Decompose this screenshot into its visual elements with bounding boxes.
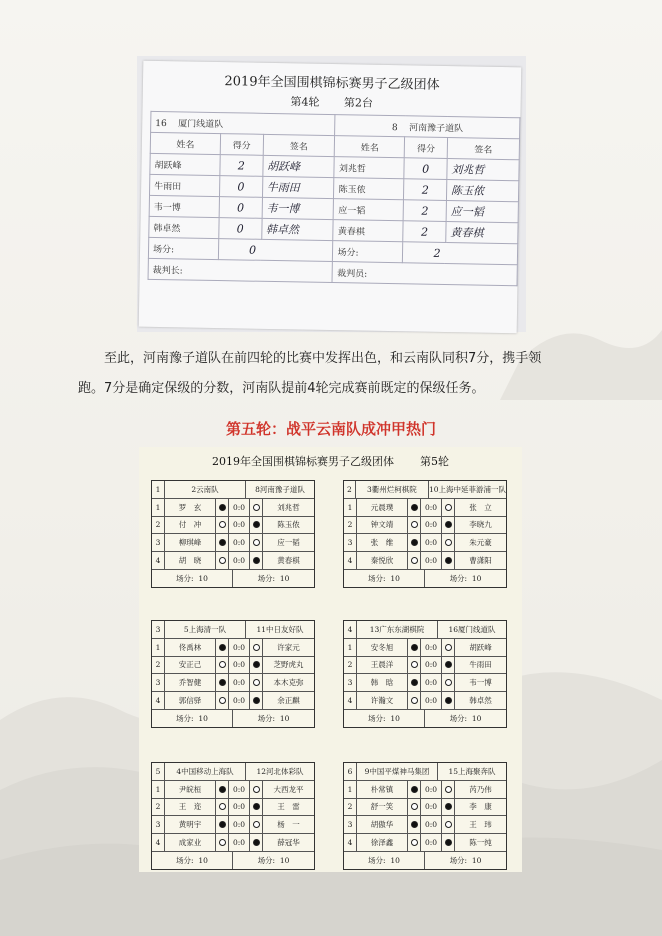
player-1-name: 徐泽鑫: [357, 834, 408, 851]
match-row: [344, 692, 506, 710]
table-number: 3: [152, 674, 165, 691]
left-player-signature: 韩卓然: [261, 218, 333, 240]
team-2-field-points: [233, 570, 314, 587]
match-score: 0:0: [228, 834, 250, 851]
player-1-name: 韩 晗: [357, 674, 408, 691]
sheet-subtitle: [143, 91, 521, 114]
match-board: [151, 620, 315, 728]
sheet-round: 第4轮: [290, 95, 320, 109]
player-2-name: 大西龙平: [262, 781, 314, 798]
player-1-name: 尹皖桓: [165, 781, 216, 798]
match-row: [344, 639, 506, 657]
black-stone-icon: [411, 539, 418, 546]
team-1-name: 2云南队: [165, 481, 246, 498]
match-score: 0:0: [420, 552, 442, 569]
table-number: 1: [152, 499, 165, 516]
table-number: 4: [152, 692, 165, 709]
white-stone-icon: [219, 697, 226, 704]
board-header-row: [152, 621, 314, 639]
white-stone-icon: [411, 557, 418, 564]
right-player-score: 2: [403, 221, 446, 243]
field-points-row: [344, 710, 506, 727]
field-value: 10: [471, 573, 482, 583]
team-1-name: 4中国移动上海队: [165, 763, 246, 780]
match-row: [344, 552, 506, 570]
sheet-table: [148, 111, 521, 286]
team-1-name: 9中国平煤神马集团: [357, 763, 438, 780]
table-number: 2: [344, 517, 357, 534]
player-2-name: 刘兆哲: [262, 499, 314, 516]
team-1-name: 5上海清一队: [165, 621, 246, 638]
match-score: 0:0: [420, 834, 442, 851]
col-name-left: 姓名: [150, 132, 220, 154]
board-header-row: [152, 763, 314, 781]
match-board: [343, 762, 507, 870]
match-score: 0:0: [228, 517, 250, 534]
match-row: [152, 499, 314, 517]
match-score: 0:0: [420, 517, 442, 534]
field-value: 10: [390, 855, 400, 865]
player-1-name: 黄明宇: [165, 816, 216, 833]
right-player-score: 0: [404, 158, 447, 180]
player-1-name: 成家业: [165, 834, 216, 851]
player-2-name: 芝野虎丸: [262, 657, 314, 674]
white-stone-icon: [253, 786, 260, 793]
match-score: 0:0: [228, 781, 250, 798]
white-stone-icon: [219, 521, 226, 528]
right-field-label: 场分:: [333, 241, 403, 263]
match-row: [344, 534, 506, 552]
match-row: [152, 657, 314, 675]
right-player-score: 2: [404, 179, 447, 201]
left-player-score: 0: [219, 197, 262, 219]
field-label: 场分:: [176, 855, 194, 865]
match-score: 0:0: [228, 534, 250, 551]
table-number: 1: [344, 499, 357, 516]
board-number: 4: [344, 621, 357, 638]
board-header-row: [152, 481, 314, 499]
player-1-name: 乔智健: [165, 674, 216, 691]
field-value: 10: [279, 855, 290, 865]
board-number: 6: [344, 763, 357, 780]
player-2-name: 许家元: [262, 639, 314, 656]
black-stone-icon: [219, 786, 226, 793]
player-2-name: 胡跃峰: [454, 639, 506, 656]
table-number: 4: [152, 834, 165, 851]
table-number: 3: [344, 534, 357, 551]
match-row: [152, 816, 314, 834]
player-2-name: 应一韬: [262, 534, 314, 551]
match-row: [152, 692, 314, 710]
team-2-field-points: [233, 710, 314, 727]
team-1-field-points: [152, 710, 233, 727]
white-stone-icon: [445, 679, 452, 686]
team-2-name: 10上海中延菲游浦一队: [428, 484, 506, 494]
white-stone-icon: [253, 821, 260, 828]
white-stone-icon: [411, 803, 418, 810]
match-score: 0:0: [420, 534, 442, 551]
match-score: 0:0: [420, 799, 442, 816]
player-1-name: 佟禹林: [165, 639, 216, 656]
white-stone-icon: [253, 504, 260, 511]
board-number: 3: [152, 621, 165, 638]
player-2-name: 李 康: [454, 799, 506, 816]
team-1-name: 13广东东湖棋院: [357, 621, 438, 638]
white-stone-icon: [219, 661, 226, 668]
black-stone-icon: [219, 504, 226, 511]
field-points-row: [152, 710, 314, 727]
player-2-name: 陈玉侬: [262, 517, 314, 534]
player-1-name: 安正己: [165, 657, 216, 674]
match-row: [152, 639, 314, 657]
right-field-value: 2: [403, 242, 518, 265]
player-1-name: 秦悦欣: [357, 552, 408, 569]
table-number: 1: [344, 781, 357, 798]
col-score-left: 得分: [220, 134, 263, 156]
black-stone-icon: [445, 557, 452, 564]
right-player-signature: 刘兆哲: [447, 159, 519, 181]
round5-title: [139, 453, 522, 469]
black-stone-icon: [253, 661, 260, 668]
field-points-row: [344, 570, 506, 587]
match-row: [344, 816, 506, 834]
match-score: 0:0: [420, 692, 442, 709]
player-1-name: 罗 玄: [165, 499, 216, 516]
black-stone-icon: [411, 644, 418, 651]
match-score: 0:0: [420, 781, 442, 798]
match-row: [152, 799, 314, 817]
black-stone-icon: [253, 521, 260, 528]
black-stone-icon: [219, 539, 226, 546]
col-score-right: 得分: [405, 137, 448, 159]
match-row: [344, 517, 506, 535]
match-row: [152, 834, 314, 852]
player-2-name: 余正麒: [262, 692, 314, 709]
table-number: 2: [152, 517, 165, 534]
field-label: 场分:: [176, 573, 194, 583]
match-row: [152, 781, 314, 799]
black-stone-icon: [445, 521, 452, 528]
table-number: 3: [152, 816, 165, 833]
field-value: 10: [390, 573, 400, 583]
left-player-signature: 韦一博: [262, 197, 334, 219]
black-stone-icon: [253, 557, 260, 564]
field-value: 10: [198, 713, 208, 723]
field-value: 10: [198, 855, 208, 865]
match-row: [344, 834, 506, 852]
match-board: [343, 620, 507, 728]
left-player-score: 2: [220, 155, 263, 177]
field-label: 场分:: [449, 573, 468, 583]
player-1-name: 元晨璞: [357, 499, 408, 516]
black-stone-icon: [219, 821, 226, 828]
match-board: [343, 480, 507, 588]
right-team-name: 河南豫子道队: [408, 122, 464, 134]
team-2-field-points: [425, 852, 506, 869]
right-player-signature: 应一韬: [446, 201, 518, 223]
right-player-name: 陈玉侬: [334, 178, 404, 200]
player-2-name: 张 立: [454, 499, 506, 516]
round5-title-text: 2019年全国围棋锦标赛男子乙级团体: [212, 455, 394, 468]
player-1-name: 付 冲: [165, 517, 216, 534]
referee-label: 裁判员:: [332, 262, 517, 286]
black-stone-icon: [219, 679, 226, 686]
player-2-name: 薛冠华: [262, 834, 314, 851]
white-stone-icon: [219, 803, 226, 810]
player-1-name: 王晨洋: [357, 657, 408, 674]
player-2-name: 韩卓然: [454, 692, 506, 709]
right-player-name: 应一韬: [334, 199, 404, 221]
player-1-name: 郭信驿: [165, 692, 216, 709]
white-stone-icon: [445, 504, 452, 511]
table-number: 2: [152, 657, 165, 674]
col-sign-left: 签名: [263, 134, 335, 156]
table-number: 3: [344, 674, 357, 691]
section-heading: 第五轮：战平云南队成冲甲热门: [225, 420, 436, 438]
white-stone-icon: [411, 839, 418, 846]
black-stone-icon: [411, 786, 418, 793]
left-player-score: 0: [219, 176, 262, 198]
score-sheet: [139, 61, 522, 334]
field-value: 10: [471, 713, 482, 723]
white-stone-icon: [445, 821, 452, 828]
sheet-board: 第2台: [343, 96, 373, 110]
table-number: 4: [344, 552, 357, 569]
match-row: [152, 534, 314, 552]
left-field-value: 0: [218, 239, 333, 262]
team-2-field-points: [425, 710, 506, 727]
team-1-field-points: [344, 852, 425, 869]
match-row: [344, 499, 506, 517]
player-2-name: 李晓九: [454, 517, 506, 534]
score-sheet-photo: [137, 56, 526, 332]
field-value: 10: [279, 713, 290, 723]
field-label: 场分:: [368, 573, 386, 583]
match-score: 0:0: [420, 639, 442, 656]
team-2-field-points: [425, 570, 506, 587]
player-1-name: 钟文靖: [357, 517, 408, 534]
col-sign-right: 签名: [447, 138, 519, 160]
black-stone-icon: [411, 821, 418, 828]
field-label: 场分:: [257, 713, 276, 723]
player-2-name: 芮乃伟: [454, 781, 506, 798]
field-points-row: [152, 852, 314, 869]
right-player-name: 黄春棋: [333, 220, 403, 242]
table-number: 3: [344, 816, 357, 833]
right-player-signature: 陈玉侬: [446, 180, 518, 202]
match-score: 0:0: [420, 657, 442, 674]
match-score: 0:0: [420, 816, 442, 833]
field-value: 10: [279, 573, 290, 583]
left-player-signature: 牛雨田: [262, 176, 334, 198]
field-value: 10: [390, 713, 400, 723]
black-stone-icon: [445, 803, 452, 810]
left-player-score: 0: [219, 218, 262, 240]
black-stone-icon: [253, 697, 260, 704]
right-team-num: 8: [391, 122, 398, 133]
col-name-right: 姓名: [335, 136, 405, 158]
team-1-field-points: [344, 570, 425, 587]
match-row: [152, 517, 314, 535]
left-player-name: 牛雨田: [150, 174, 220, 196]
chief-referee-label: 裁判长:: [148, 258, 333, 282]
white-stone-icon: [445, 786, 452, 793]
match-score: 0:0: [228, 674, 250, 691]
match-score: 0:0: [420, 674, 442, 691]
match-row: [344, 781, 506, 799]
player-2-name: 本木克弥: [262, 674, 314, 691]
field-label: 场分:: [368, 713, 386, 723]
field-label: 场分:: [176, 713, 194, 723]
field-label: 场分:: [449, 855, 468, 865]
match-row: [152, 674, 314, 692]
match-row: [152, 552, 314, 570]
player-2-name: 王 玮: [454, 816, 506, 833]
sheet-title: 2019年全国围棋锦标赛男子乙级团体: [224, 74, 440, 93]
player-1-name: 柳琪峰: [165, 534, 216, 551]
black-stone-icon: [445, 697, 452, 704]
black-stone-icon: [219, 644, 226, 651]
field-label: 场分:: [368, 855, 386, 865]
table-number: 1: [152, 639, 165, 656]
field-points-row: [152, 570, 314, 587]
match-score: 0:0: [228, 799, 250, 816]
field-value: 10: [471, 855, 482, 865]
match-board: [151, 762, 315, 870]
field-label: 场分:: [257, 573, 276, 583]
match-row: [344, 657, 506, 675]
black-stone-icon: [445, 839, 452, 846]
match-score: 0:0: [420, 499, 442, 516]
match-score: 0:0: [228, 692, 250, 709]
team-2-name: 16厦门线道队: [448, 624, 496, 634]
table-number: 2: [344, 799, 357, 816]
round5-pairing-chart: [139, 447, 522, 872]
white-stone-icon: [445, 539, 452, 546]
round5-round-label: 第5轮: [420, 455, 449, 468]
table-number: 3: [152, 534, 165, 551]
white-stone-icon: [219, 557, 226, 564]
field-label: 场分:: [257, 855, 276, 865]
match-score: 0:0: [228, 499, 250, 516]
player-2-name: 黄春棋: [262, 552, 314, 569]
player-2-name: 曹潇阳: [454, 552, 506, 569]
left-player-name: 韦一博: [149, 195, 219, 217]
match-row: [344, 674, 506, 692]
player-1-name: 胡傲华: [357, 816, 408, 833]
field-label: 场分:: [449, 713, 468, 723]
team-2-field-points: [233, 852, 314, 869]
white-stone-icon: [253, 679, 260, 686]
field-points-row: [344, 852, 506, 869]
match-score: 0:0: [228, 657, 250, 674]
right-player-signature: 黄春棋: [446, 222, 518, 244]
black-stone-icon: [411, 504, 418, 511]
match-board: [151, 480, 315, 588]
black-stone-icon: [445, 661, 452, 668]
team-2-name: 12河北体彩队: [256, 766, 304, 776]
board-number: 1: [152, 481, 165, 498]
player-1-name: 王 迩: [165, 799, 216, 816]
white-stone-icon: [253, 644, 260, 651]
team-1-name: 3衢州烂柯棋院: [356, 481, 429, 498]
table-number: 1: [152, 781, 165, 798]
player-1-name: 舒一笑: [357, 799, 408, 816]
board-header-row: [344, 481, 506, 499]
player-2-name: 韦一博: [454, 674, 506, 691]
player-2-name: 陈一纯: [454, 834, 506, 851]
field-value: 10: [198, 573, 208, 583]
right-player-name: 刘兆哲: [334, 157, 404, 179]
player-1-name: 安冬旭: [357, 639, 408, 656]
player-1-name: 张 维: [357, 534, 408, 551]
match-score: 0:0: [228, 552, 250, 569]
left-player-name: 韩卓然: [149, 216, 219, 238]
match-score: 0:0: [228, 816, 250, 833]
team-1-field-points: [344, 710, 425, 727]
match-row: [344, 799, 506, 817]
player-2-name: 王 雷: [262, 799, 314, 816]
right-player-score: 2: [404, 200, 447, 222]
board-number: 2: [344, 481, 356, 498]
table-number: 4: [344, 834, 357, 851]
white-stone-icon: [411, 697, 418, 704]
white-stone-icon: [219, 839, 226, 846]
black-stone-icon: [253, 803, 260, 810]
board-header-row: [344, 763, 506, 781]
team-1-field-points: [152, 852, 233, 869]
table-number: 2: [344, 657, 357, 674]
match-score: 0:0: [228, 639, 250, 656]
player-2-name: 朱元豪: [454, 534, 506, 551]
player-2-name: 牛雨田: [454, 657, 506, 674]
table-number: 1: [344, 639, 357, 656]
paragraph-line-1: 至此，河南豫子道队在前四轮的比赛中发挥出色，和云南队同积7分，携手领: [104, 351, 542, 366]
white-stone-icon: [411, 521, 418, 528]
white-stone-icon: [411, 661, 418, 668]
table-number: 2: [152, 799, 165, 816]
left-field-label: 场分:: [148, 237, 218, 259]
left-team-name: 厦门线道队: [178, 118, 224, 130]
player-1-name: 许瀚文: [357, 692, 408, 709]
white-stone-icon: [445, 644, 452, 651]
team-2-name: 15上海聚奔队: [448, 766, 496, 776]
black-stone-icon: [253, 839, 260, 846]
white-stone-icon: [253, 539, 260, 546]
board-header-row: [344, 621, 506, 639]
player-2-name: 杨 一: [262, 816, 314, 833]
left-team-num: 16: [155, 118, 167, 129]
black-stone-icon: [411, 679, 418, 686]
player-1-name: 胡 晓: [165, 552, 216, 569]
team-2-name: 11中日友好队: [256, 624, 304, 634]
team-1-field-points: [152, 570, 233, 587]
player-1-name: 朴常镇: [357, 781, 408, 798]
body-paragraph: [78, 344, 588, 404]
paragraph-line-2: 跑。7分是确定保级的分数，河南队提前4轮完成赛前既定的保级任务。: [78, 381, 485, 396]
left-player-name: 胡跃峰: [150, 153, 220, 175]
left-player-signature: 胡跃峰: [262, 155, 334, 177]
board-number: 5: [152, 763, 165, 780]
table-number: 4: [152, 552, 165, 569]
table-number: 4: [344, 692, 357, 709]
team-2-name: 8河南豫子道队: [255, 484, 305, 494]
